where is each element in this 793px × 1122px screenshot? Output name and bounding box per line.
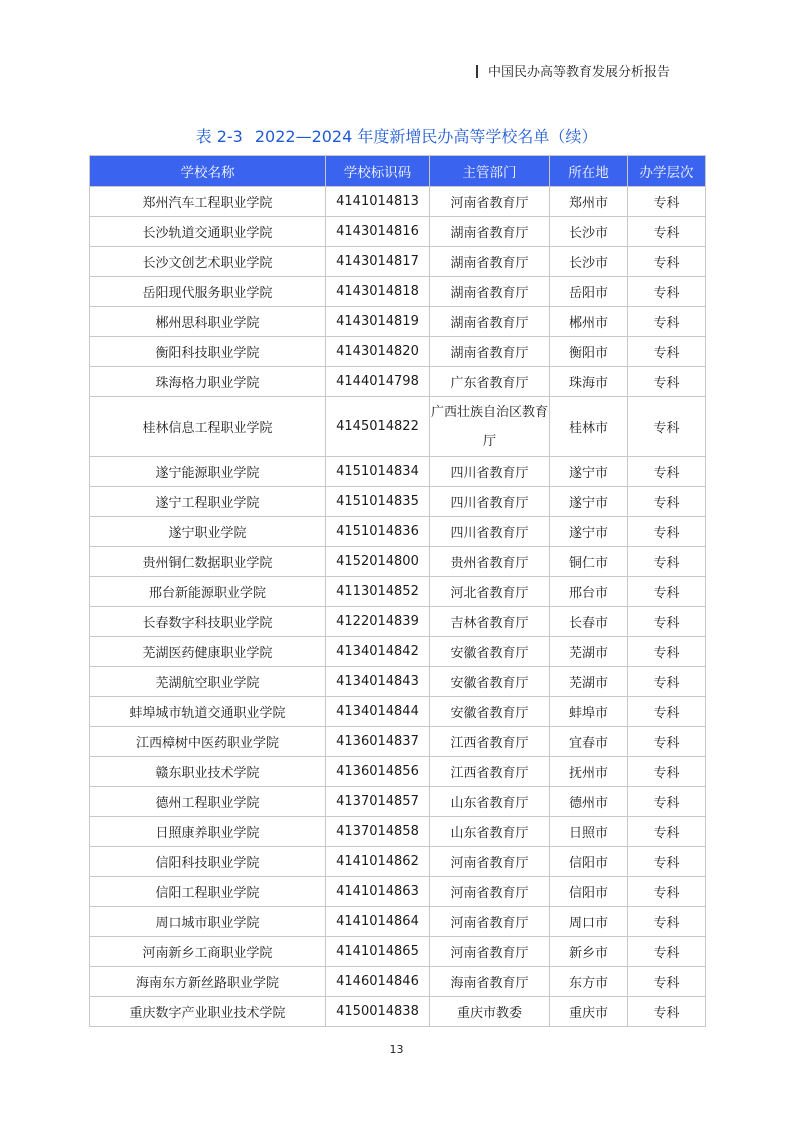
school-name-cell: 江西樟树中医药职业学院 xyxy=(90,727,326,757)
location-cell: 长春市 xyxy=(550,607,628,637)
school-code-cell: 4141014813 xyxy=(326,187,430,217)
table-row xyxy=(90,787,706,817)
school-name-cell: 德州工程职业学院 xyxy=(90,787,326,817)
school-name-cell: 赣东职业技术学院 xyxy=(90,757,326,787)
school-code-cell: 4151014834 xyxy=(326,457,430,487)
level-cell: 专科 xyxy=(628,937,706,967)
school-name-cell: 蚌埠城市轨道交通职业学院 xyxy=(90,697,326,727)
table-row xyxy=(90,607,706,637)
level-cell: 专科 xyxy=(628,217,706,247)
authority-cell: 山东省教育厅 xyxy=(430,787,550,817)
running-header xyxy=(476,61,670,80)
level-cell: 专科 xyxy=(628,667,706,697)
column-header: 所在地 xyxy=(550,156,628,187)
authority-cell: 安徽省教育厅 xyxy=(430,637,550,667)
level-cell: 专科 xyxy=(628,577,706,607)
school-name-cell: 长沙文创艺术职业学院 xyxy=(90,247,326,277)
authority-cell: 吉林省教育厅 xyxy=(430,607,550,637)
school-code-cell: 4136014837 xyxy=(326,727,430,757)
school-name-cell: 桂林信息工程职业学院 xyxy=(90,397,326,457)
table-row xyxy=(90,217,706,247)
location-cell: 桂林市 xyxy=(550,397,628,457)
school-code-cell: 4141014864 xyxy=(326,907,430,937)
level-cell: 专科 xyxy=(628,487,706,517)
location-cell: 芜湖市 xyxy=(550,667,628,697)
school-name-cell: 信阳工程职业学院 xyxy=(90,877,326,907)
authority-cell: 安徽省教育厅 xyxy=(430,697,550,727)
table-row xyxy=(90,907,706,937)
location-cell: 日照市 xyxy=(550,817,628,847)
table-row xyxy=(90,817,706,847)
level-cell: 专科 xyxy=(628,997,706,1027)
table-row xyxy=(90,307,706,337)
table-caption xyxy=(0,124,793,147)
school-name-cell: 郴州思科职业学院 xyxy=(90,307,326,337)
table-row xyxy=(90,337,706,367)
table-row xyxy=(90,697,706,727)
school-code-cell: 4143014818 xyxy=(326,277,430,307)
page-number: 13 xyxy=(389,1043,404,1056)
table-row xyxy=(90,967,706,997)
level-cell: 专科 xyxy=(628,757,706,787)
school-code-cell: 4143014816 xyxy=(326,217,430,247)
school-code-cell: 4137014857 xyxy=(326,787,430,817)
school-name-cell: 邢台新能源职业学院 xyxy=(90,577,326,607)
table-row xyxy=(90,547,706,577)
level-cell: 专科 xyxy=(628,967,706,997)
school-name-cell: 遂宁能源职业学院 xyxy=(90,457,326,487)
school-code-cell: 4136014856 xyxy=(326,757,430,787)
location-cell: 郑州市 xyxy=(550,187,628,217)
location-cell: 遂宁市 xyxy=(550,517,628,547)
table-row xyxy=(90,847,706,877)
location-cell: 岳阳市 xyxy=(550,277,628,307)
authority-cell: 贵州省教育厅 xyxy=(430,547,550,577)
authority-cell: 河南省教育厅 xyxy=(430,877,550,907)
location-cell: 重庆市 xyxy=(550,997,628,1027)
level-cell: 专科 xyxy=(628,307,706,337)
location-cell: 德州市 xyxy=(550,787,628,817)
authority-cell: 山东省教育厅 xyxy=(430,817,550,847)
authority-cell: 重庆市教委 xyxy=(430,997,550,1027)
school-code-cell: 4113014852 xyxy=(326,577,430,607)
schools-table xyxy=(89,155,706,1027)
school-code-cell: 4143014817 xyxy=(326,247,430,277)
school-code-cell: 4151014835 xyxy=(326,487,430,517)
location-cell: 郴州市 xyxy=(550,307,628,337)
level-cell: 专科 xyxy=(628,637,706,667)
table-number: 表 2-3 xyxy=(195,127,243,146)
level-cell: 专科 xyxy=(628,817,706,847)
level-cell: 专科 xyxy=(628,397,706,457)
school-code-cell: 4122014839 xyxy=(326,607,430,637)
level-cell: 专科 xyxy=(628,247,706,277)
school-code-cell: 4145014822 xyxy=(326,397,430,457)
table-row xyxy=(90,277,706,307)
school-code-cell: 4146014846 xyxy=(326,967,430,997)
authority-cell: 江西省教育厅 xyxy=(430,757,550,787)
location-cell: 长沙市 xyxy=(550,247,628,277)
location-cell: 铜仁市 xyxy=(550,547,628,577)
table-row xyxy=(90,637,706,667)
location-cell: 蚌埠市 xyxy=(550,697,628,727)
school-code-cell: 4141014863 xyxy=(326,877,430,907)
column-header: 学校名称 xyxy=(90,156,326,187)
school-code-cell: 4143014819 xyxy=(326,307,430,337)
authority-cell: 广东省教育厅 xyxy=(430,367,550,397)
school-name-cell: 芜湖医药健康职业学院 xyxy=(90,637,326,667)
school-name-cell: 长春数字科技职业学院 xyxy=(90,607,326,637)
column-header: 学校标识码 xyxy=(326,156,430,187)
table-row xyxy=(90,997,706,1027)
location-cell: 宜春市 xyxy=(550,727,628,757)
school-code-cell: 4137014858 xyxy=(326,817,430,847)
school-name-cell: 长沙轨道交通职业学院 xyxy=(90,217,326,247)
level-cell: 专科 xyxy=(628,367,706,397)
location-cell: 抚州市 xyxy=(550,757,628,787)
level-cell: 专科 xyxy=(628,517,706,547)
level-cell: 专科 xyxy=(628,727,706,757)
table-row xyxy=(90,577,706,607)
header-divider xyxy=(476,65,478,78)
table-body xyxy=(90,187,706,1027)
authority-cell: 湖南省教育厅 xyxy=(430,217,550,247)
school-name-cell: 重庆数字产业职业技术学院 xyxy=(90,997,326,1027)
location-cell: 信阳市 xyxy=(550,847,628,877)
table-row xyxy=(90,487,706,517)
authority-cell: 四川省教育厅 xyxy=(430,517,550,547)
level-cell: 专科 xyxy=(628,847,706,877)
level-cell: 专科 xyxy=(628,277,706,307)
school-code-cell: 4143014820 xyxy=(326,337,430,367)
authority-cell: 湖南省教育厅 xyxy=(430,307,550,337)
level-cell: 专科 xyxy=(628,907,706,937)
table-row xyxy=(90,727,706,757)
authority-cell: 河南省教育厅 xyxy=(430,937,550,967)
level-cell: 专科 xyxy=(628,787,706,817)
school-code-cell: 4141014865 xyxy=(326,937,430,967)
table-row xyxy=(90,457,706,487)
school-name-cell: 衡阳科技职业学院 xyxy=(90,337,326,367)
location-cell: 信阳市 xyxy=(550,877,628,907)
school-code-cell: 4134014843 xyxy=(326,667,430,697)
table-header-row xyxy=(90,156,706,187)
location-cell: 东方市 xyxy=(550,967,628,997)
location-cell: 珠海市 xyxy=(550,367,628,397)
location-cell: 遂宁市 xyxy=(550,457,628,487)
table-row xyxy=(90,877,706,907)
school-name-cell: 信阳科技职业学院 xyxy=(90,847,326,877)
school-code-cell: 4152014800 xyxy=(326,547,430,577)
level-cell: 专科 xyxy=(628,457,706,487)
column-header: 主管部门 xyxy=(430,156,550,187)
location-cell: 衡阳市 xyxy=(550,337,628,367)
school-name-cell: 河南新乡工商职业学院 xyxy=(90,937,326,967)
level-cell: 专科 xyxy=(628,607,706,637)
table-row xyxy=(90,187,706,217)
authority-cell: 湖南省教育厅 xyxy=(430,337,550,367)
authority-cell: 海南省教育厅 xyxy=(430,967,550,997)
report-title: 中国民办高等教育发展分析报告 xyxy=(487,65,670,80)
table-title: 2022—2024 年度新增民办高等学校名单（续） xyxy=(254,127,598,146)
school-code-cell: 4150014838 xyxy=(326,997,430,1027)
table-row xyxy=(90,397,706,457)
authority-cell: 四川省教育厅 xyxy=(430,487,550,517)
authority-cell: 湖南省教育厅 xyxy=(430,277,550,307)
authority-cell: 广西壮族自治区教育厅 xyxy=(430,397,550,457)
authority-cell: 河南省教育厅 xyxy=(430,847,550,877)
table-row xyxy=(90,517,706,547)
authority-cell: 河南省教育厅 xyxy=(430,187,550,217)
level-cell: 专科 xyxy=(628,337,706,367)
school-name-cell: 岳阳现代服务职业学院 xyxy=(90,277,326,307)
level-cell: 专科 xyxy=(628,187,706,217)
authority-cell: 河南省教育厅 xyxy=(430,907,550,937)
location-cell: 周口市 xyxy=(550,907,628,937)
school-code-cell: 4134014844 xyxy=(326,697,430,727)
table-row xyxy=(90,937,706,967)
location-cell: 新乡市 xyxy=(550,937,628,967)
level-cell: 专科 xyxy=(628,697,706,727)
authority-cell: 湖南省教育厅 xyxy=(430,247,550,277)
level-cell: 专科 xyxy=(628,547,706,577)
school-code-cell: 4144014798 xyxy=(326,367,430,397)
school-name-cell: 芜湖航空职业学院 xyxy=(90,667,326,697)
school-code-cell: 4134014842 xyxy=(326,637,430,667)
table-row xyxy=(90,367,706,397)
column-header: 办学层次 xyxy=(628,156,706,187)
school-name-cell: 郑州汽车工程职业学院 xyxy=(90,187,326,217)
table-row xyxy=(90,667,706,697)
school-name-cell: 海南东方新丝路职业学院 xyxy=(90,967,326,997)
location-cell: 长沙市 xyxy=(550,217,628,247)
table-row xyxy=(90,757,706,787)
authority-cell: 江西省教育厅 xyxy=(430,727,550,757)
authority-cell: 安徽省教育厅 xyxy=(430,667,550,697)
school-name-cell: 珠海格力职业学院 xyxy=(90,367,326,397)
school-name-cell: 贵州铜仁数据职业学院 xyxy=(90,547,326,577)
school-name-cell: 遂宁职业学院 xyxy=(90,517,326,547)
school-code-cell: 4141014862 xyxy=(326,847,430,877)
school-code-cell: 4151014836 xyxy=(326,517,430,547)
location-cell: 邢台市 xyxy=(550,577,628,607)
school-name-cell: 日照康养职业学院 xyxy=(90,817,326,847)
location-cell: 遂宁市 xyxy=(550,487,628,517)
school-name-cell: 遂宁工程职业学院 xyxy=(90,487,326,517)
authority-cell: 四川省教育厅 xyxy=(430,457,550,487)
location-cell: 芜湖市 xyxy=(550,637,628,667)
authority-cell: 河北省教育厅 xyxy=(430,577,550,607)
table-row xyxy=(90,247,706,277)
level-cell: 专科 xyxy=(628,877,706,907)
school-name-cell: 周口城市职业学院 xyxy=(90,907,326,937)
